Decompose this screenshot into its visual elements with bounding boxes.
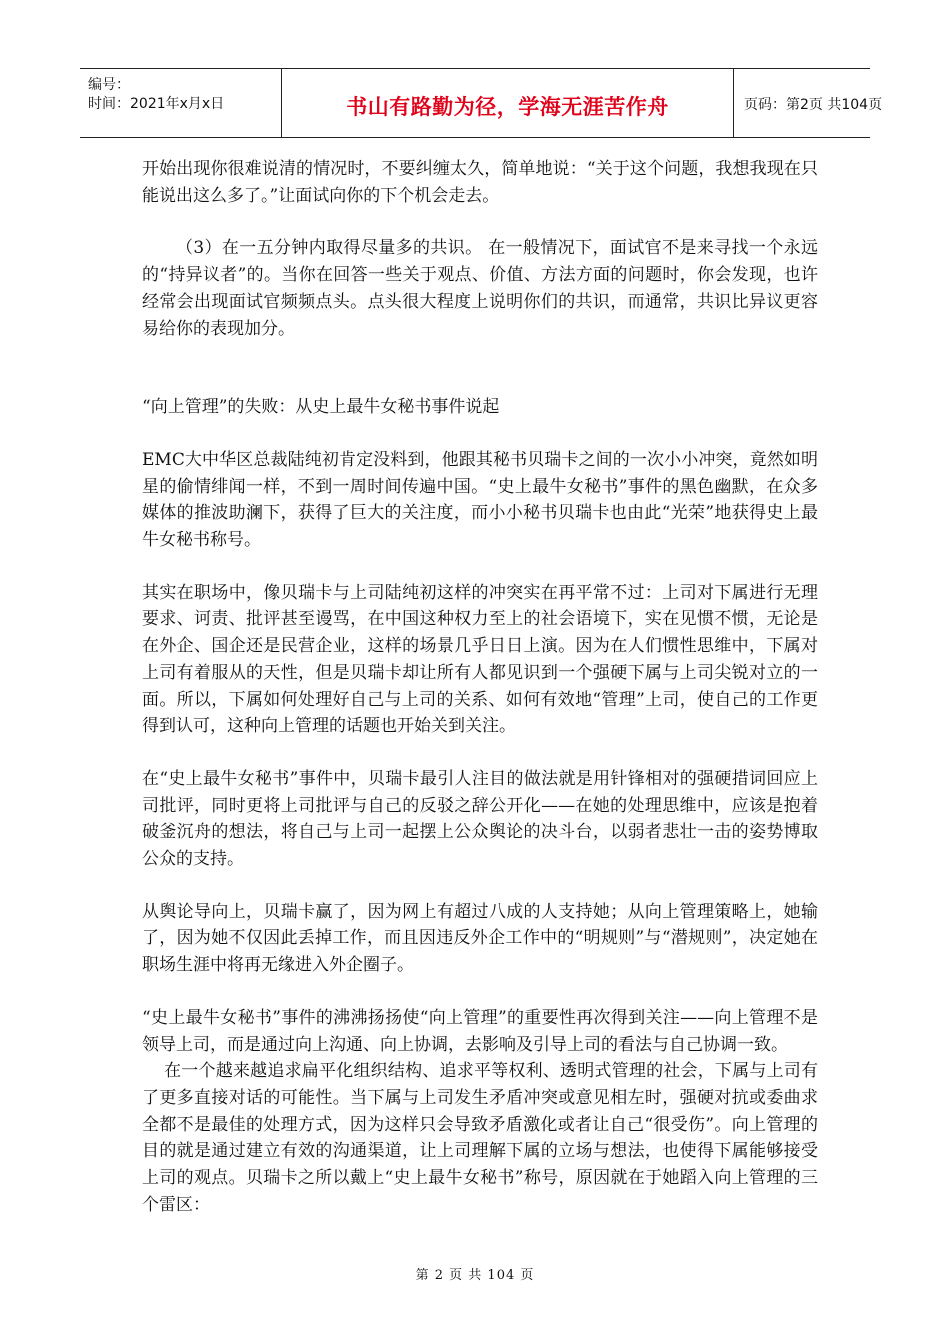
paragraph: 其实在职场中，像贝瑞卡与上司陆纯初这样的冲突实在再平常不过：上司对下属进行无理要求、诃责、批评甚至谩骂，在中国这种权力至上的社会语境下，实在见惯不惯，无论是在外企、国企还是民营企业，这样的场景几乎日日上演。因为在人们惯性思维中，下属对上司有着服从的天性，但是贝瑞卡却让所有人都见识到一个强硬下属与上司尖锐对立的一面。所以，下属如何处理好自己与上司的关系、如何有效地“管理”上司，使自己的工作更得到认可，这种向上管理的话题也开始关到关注。 xyxy=(142,582,818,737)
paragraph: EMC大中华区总裁陆纯初肯定没料到，他跟其秘书贝瑞卡之间的一次小小冲突，竟然如明星的偷情绯闻一样，不到一周时间传遍中国。“史上最牛女秘书”事件的黑色幽默，在众多媒体的推波助澜下，获得了巨大的关注度，而小小秘书贝瑞卡也由此“光荣”地获得史上最牛女秘书称号。 xyxy=(142,449,818,551)
paragraph: 开始出现你很难说清的情况时，不要纠缠太久，简单地说：“关于这个问题，我想我现在只能说出这么多了。”让面试向你的下个机会走去。 xyxy=(142,159,818,206)
paragraph: 从舆论导向上，贝瑞卡赢了，因为网上有超过八成的人支持她；从向上管理策略上，她输了，因为她不仅因此丢掉工作，而且因违反外企工作中的“明规则”与“潜规则”，决定她在职场生涯中将再无缘进入外企圈子。 xyxy=(142,901,818,976)
document-date: 时间：2021年x月x日 xyxy=(88,96,225,112)
header-motto-cell xyxy=(282,69,734,137)
header-motto: 书山有路勤为径，学海无涯苦作舟 xyxy=(346,95,669,119)
paragraph: （3）在一五分钟内取得尽量多的共识。 在一般情况下，面试官不是来寻找一个永远的“持异议者”的。当你在回答一些关于观点、价值、方法方面的问题时，你会发现，也许经常会出现面试官频频点头。点头很大程度上说明你们的共识，而通常，共识比异议更容易给你的表现加分。 xyxy=(142,238,818,339)
header-page-info: 页码：第2页 共104页 xyxy=(744,97,883,113)
document-number: 编号： xyxy=(88,77,130,93)
page-footer: 第 2 页 共 104 页 xyxy=(415,1268,535,1283)
paragraph: 在一个越来越追求扁平化组织结构、追求平等权利、透明式管理的社会，下属与上司有了更多直接对话的可能性。当下属与上司发生矛盾冲突或意见相左时，强硬对抗或委曲求全都不是最佳的处理方式，因为这样只会导致矛盾激化或者让自己“很受伤”。向上管理的目的就是通过建立有效的沟通渠道，让上司理解下属的立场与想法，也使得下属能够接受上司的观点。贝瑞卡之所以戴上“史上最牛女秘书”称号，原因就在于她蹈入向上管理的三个雷区： xyxy=(142,1061,818,1215)
paragraph: 在“史上最牛女秘书”事件中，贝瑞卡最引人注目的做法就是用针锋相对的强硬措词回应上司批评，同时更将上司批评与自己的反驳之辞公开化——在她的处理思维中，应该是抱着破釜沉舟的想法，将自己与上司一起摆上公众舆论的决斗台，以弱者悲壮一击的姿势博取公众的支持。 xyxy=(142,768,818,870)
page-header xyxy=(80,68,883,138)
document-body xyxy=(142,156,818,1219)
header-page-cell xyxy=(734,69,883,137)
section-heading: “向上管理”的失败：从史上最牛女秘书事件说起 xyxy=(142,397,500,418)
paragraph: “史上最牛女秘书”事件的沸沸扬扬使“向上管理”的重要性再次得到关注——向上管理不是领导上司，而是通过向上沟通、向上协调，去影响及引导上司的看法与自己协调一致。 xyxy=(142,1007,818,1055)
header-meta-cell xyxy=(80,69,282,137)
